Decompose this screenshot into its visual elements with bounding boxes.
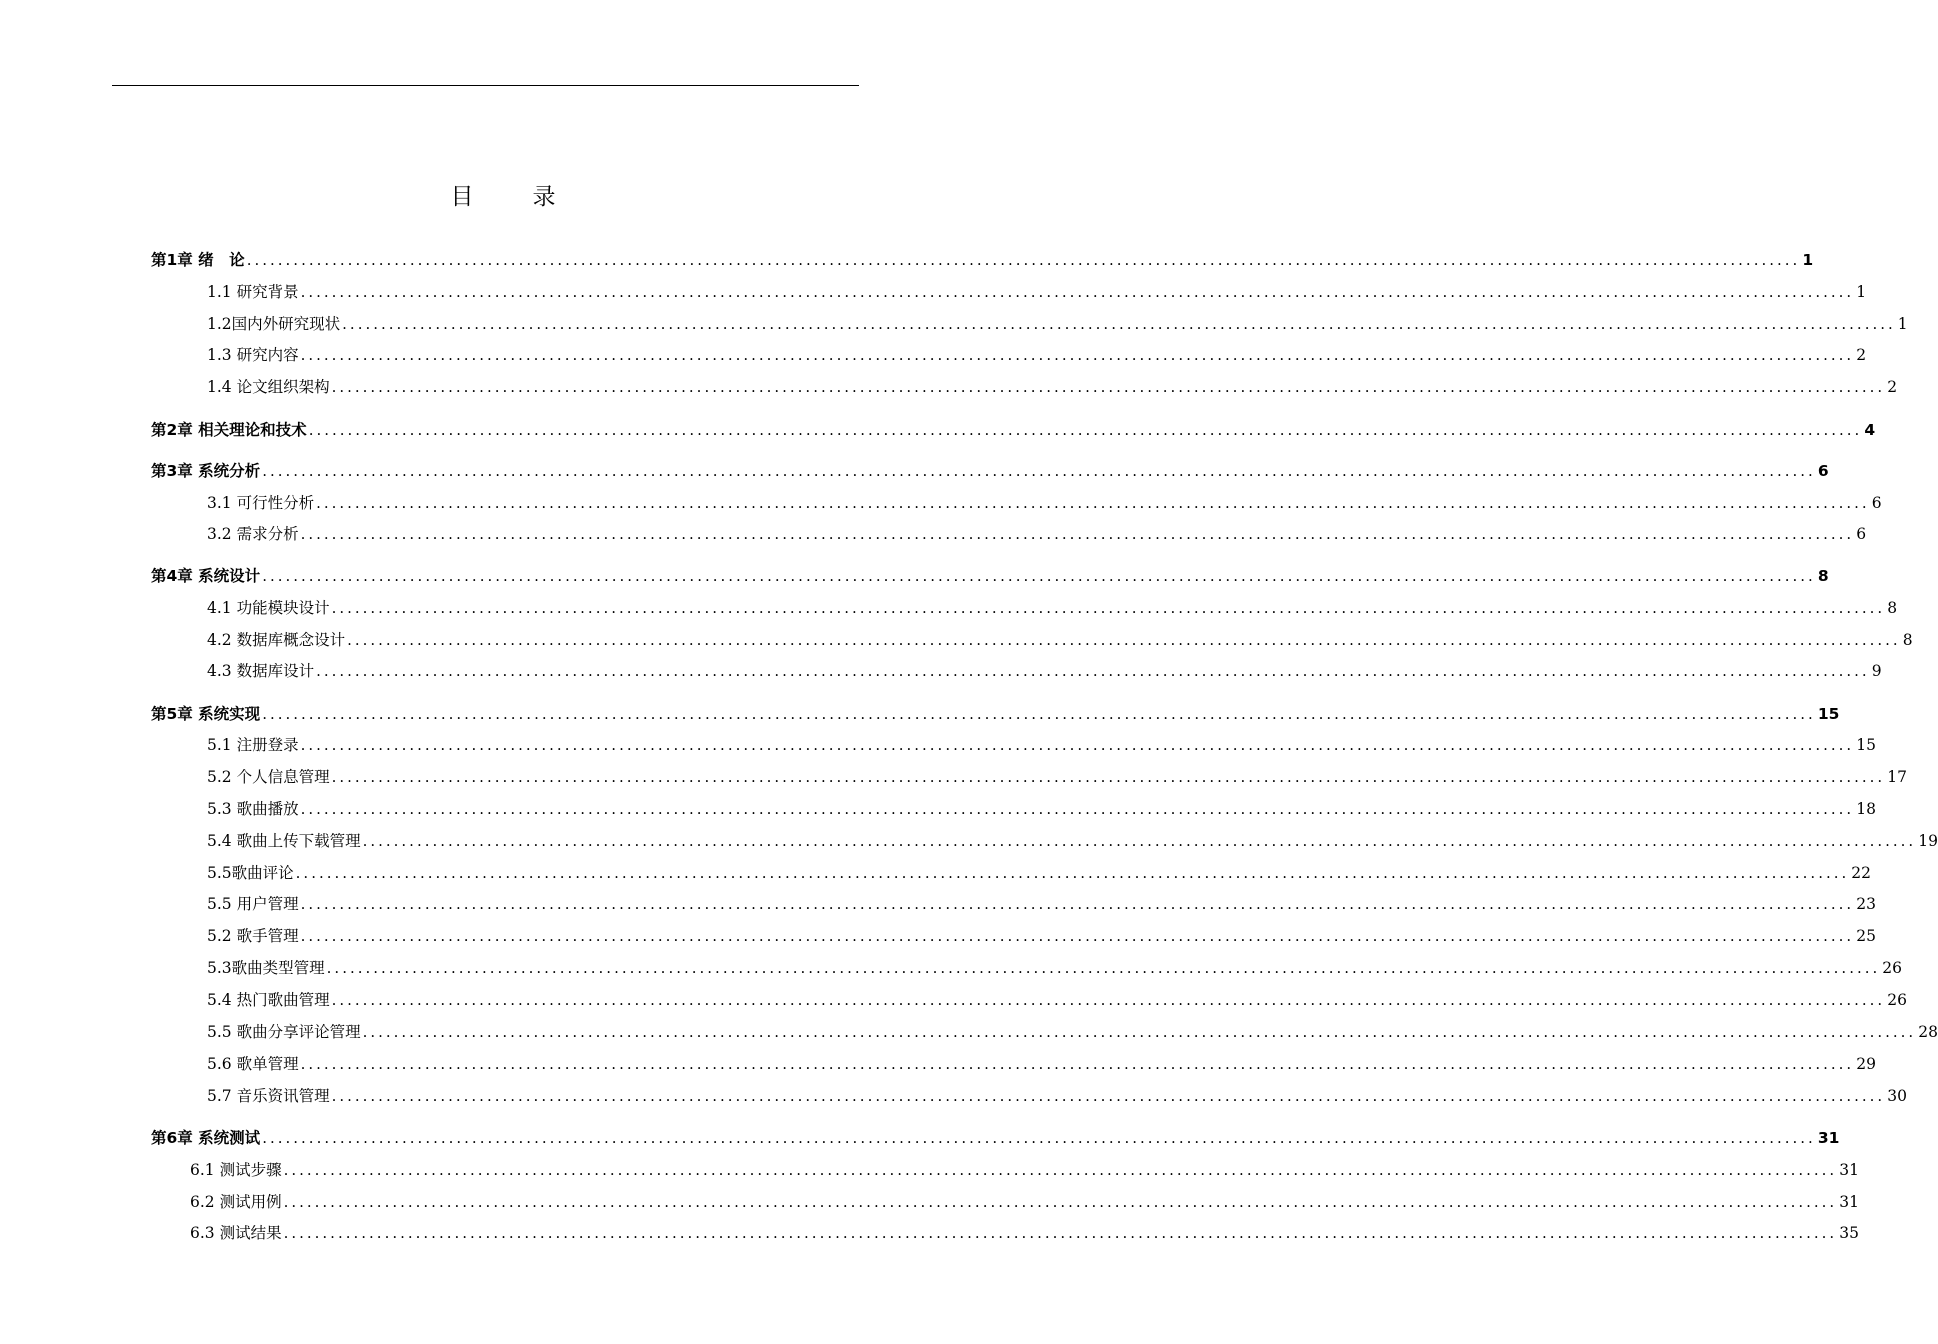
toc-section-entry[interactable] (207, 375, 1898, 399)
dot-leader: ........................................................................................................................................................................................................ (326, 959, 1881, 977)
toc-section-entry[interactable] (190, 1221, 1859, 1245)
toc-section-entry[interactable] (207, 765, 1907, 789)
dot-leader: ........................................................................................................................................................................................................ (331, 378, 1886, 396)
dot-leader: ........................................................................................................................................................................................................ (300, 800, 1855, 818)
toc-entry-label: 1.2国内外研究现状 (207, 315, 341, 333)
dot-leader: ........................................................................................................................................................................................................ (347, 631, 1901, 649)
toc-entry-label: 3.1 可行性分析 (207, 494, 315, 512)
dot-leader: ........................................................................................................................................................................................................ (331, 991, 1886, 1009)
toc-section-entry[interactable] (207, 491, 1882, 515)
dot-leader: ........................................................................................................................................................................................................ (300, 346, 1855, 364)
toc-section-entry[interactable] (207, 956, 1903, 980)
toc-section-entry[interactable] (207, 522, 1867, 546)
toc-section-entry[interactable] (207, 1084, 1907, 1108)
toc-entry-page-number: 6 (1871, 494, 1882, 512)
toc-chapter-entry[interactable] (151, 418, 1876, 442)
toc-title: 目 录 (450, 184, 574, 210)
dot-leader: ........................................................................................................................................................................................................ (316, 662, 1870, 680)
dot-leader: ........................................................................................................................................................................................................ (300, 525, 1855, 543)
dot-leader: ........................................................................................................................................................................................................ (316, 494, 1870, 512)
toc-section-entry[interactable] (207, 343, 1867, 367)
dot-leader: ........................................................................................................................................................................................................ (262, 462, 1816, 480)
toc-entry-page-number: 1 (1802, 251, 1814, 269)
dot-leader: ........................................................................................................................................................................................................ (362, 1023, 1917, 1041)
toc-entry-label: 第1章 绪 论 (151, 251, 245, 269)
toc-entry-page-number: 1 (1897, 315, 1908, 333)
toc-entry-label: 4.1 功能模块设计 (207, 599, 330, 617)
toc-entry-label: 4.3 数据库设计 (207, 662, 315, 680)
toc-entry-page-number: 6 (1817, 462, 1829, 480)
toc-entry-page-number: 4 (1864, 421, 1876, 439)
toc-entry-label: 1.3 研究内容 (207, 346, 299, 364)
toc-chapter-entry[interactable] (151, 459, 1829, 483)
toc-entry-page-number: 8 (1817, 567, 1829, 585)
toc-entry-page-number: 30 (1887, 1087, 1907, 1105)
toc-section-entry[interactable] (207, 861, 1872, 885)
dot-leader: ........................................................................................................................................................................................................ (300, 1055, 1855, 1073)
toc-entry-label: 3.2 需求分析 (207, 525, 299, 543)
toc-entry-page-number: 19 (1918, 832, 1938, 850)
dot-leader: ........................................................................................................................................................................................................ (262, 567, 1816, 585)
toc-entry-label: 第4章 系统设计 (151, 567, 261, 585)
toc-entry-label: 5.4 歌曲上传下载管理 (207, 832, 361, 850)
toc-section-entry[interactable] (207, 1020, 1938, 1044)
toc-entry-page-number: 6 (1856, 525, 1867, 543)
dot-leader: ........................................................................................................................................................................................................ (331, 599, 1886, 617)
toc-entry-label: 6.1 测试步骤 (190, 1161, 282, 1179)
toc-entry-page-number: 8 (1902, 631, 1913, 649)
toc-entry-page-number: 2 (1856, 346, 1867, 364)
toc-entry-page-number: 29 (1856, 1055, 1876, 1073)
toc-entry-label: 第2章 相关理论和技术 (151, 421, 307, 439)
toc-entry-label: 第5章 系统实现 (151, 705, 261, 723)
toc-entry-label: 5.1 注册登录 (207, 736, 299, 754)
dot-leader: ........................................................................................................................................................................................................ (295, 864, 1850, 882)
toc-entry-page-number: 15 (1817, 705, 1840, 723)
dot-leader: ........................................................................................................................................................................................................ (342, 315, 1896, 333)
toc-section-entry[interactable] (190, 1190, 1859, 1214)
dot-leader: ........................................................................................................................................................................................................ (331, 768, 1886, 786)
dot-leader: ........................................................................................................................................................................................................ (300, 283, 1855, 301)
toc-entry-page-number: 31 (1839, 1193, 1859, 1211)
dot-leader: ........................................................................................................................................................................................................ (283, 1193, 1838, 1211)
dot-leader: ........................................................................................................................................................................................................ (300, 895, 1855, 913)
dot-leader: ........................................................................................................................................................................................................ (262, 705, 1816, 723)
toc-section-entry[interactable] (207, 829, 1938, 853)
toc-entry-page-number: 1 (1856, 283, 1867, 301)
toc-chapter-entry[interactable] (151, 1126, 1840, 1150)
toc-entry-label: 4.2 数据库概念设计 (207, 631, 346, 649)
dot-leader: ........................................................................................................................................................................................................ (308, 421, 1863, 439)
toc-entry-label: 5.4 热门歌曲管理 (207, 991, 330, 1009)
toc-chapter-entry[interactable] (151, 564, 1829, 588)
toc-entry-label: 5.2 个人信息管理 (207, 768, 330, 786)
dot-leader: ........................................................................................................................................................................................................ (300, 927, 1855, 945)
dot-leader: ........................................................................................................................................................................................................ (283, 1161, 1838, 1179)
toc-entry-page-number: 15 (1856, 736, 1876, 754)
toc-section-entry[interactable] (207, 797, 1876, 821)
toc-entry-label: 6.3 测试结果 (190, 1224, 282, 1242)
toc-entry-label: 5.5歌曲评论 (207, 864, 294, 882)
toc-section-entry[interactable] (207, 988, 1907, 1012)
dot-leader: ........................................................................................................................................................................................................ (283, 1224, 1838, 1242)
toc-section-entry[interactable] (207, 628, 1913, 652)
toc-entry-label: 5.3 歌曲播放 (207, 800, 299, 818)
toc-entry-page-number: 25 (1856, 927, 1876, 945)
toc-entry-label: 第6章 系统测试 (151, 1129, 261, 1147)
toc-entry-page-number: 31 (1817, 1129, 1840, 1147)
toc-section-entry[interactable] (207, 280, 1867, 304)
dot-leader: ........................................................................................................................................................................................................ (300, 736, 1855, 754)
toc-entry-label: 1.4 论文组织架构 (207, 378, 330, 396)
toc-entry-label: 第3章 系统分析 (151, 462, 261, 480)
toc-entry-page-number: 2 (1887, 378, 1898, 396)
dot-leader: ........................................................................................................................................................................................................ (331, 1087, 1886, 1105)
toc-entry-page-number: 23 (1856, 895, 1876, 913)
toc-section-entry[interactable] (207, 1052, 1876, 1076)
toc-entry-label: 6.2 测试用例 (190, 1193, 282, 1211)
toc-chapter-entry[interactable] (151, 702, 1840, 726)
toc-entry-page-number: 22 (1851, 864, 1872, 882)
toc-section-entry[interactable] (207, 924, 1876, 948)
dot-leader: ........................................................................................................................................................................................................ (362, 832, 1917, 850)
toc-section-entry[interactable] (207, 892, 1876, 916)
toc-entry-label: 5.3歌曲类型管理 (207, 959, 325, 977)
dot-leader: ........................................................................................................................................................................................................ (262, 1129, 1816, 1147)
toc-entry-page-number: 17 (1887, 768, 1907, 786)
toc-entry-page-number: 28 (1918, 1023, 1938, 1041)
toc-chapter-entry[interactable] (151, 248, 1814, 272)
toc-entry-label: 5.2 歌手管理 (207, 927, 299, 945)
toc-entry-label: 5.6 歌单管理 (207, 1055, 299, 1073)
toc-entry-page-number: 9 (1871, 662, 1882, 680)
dot-leader: ........................................................................................................................................................................................................ (246, 251, 1801, 269)
toc-entry-label: 5.5 用户管理 (207, 895, 299, 913)
toc-entry-page-number: 35 (1839, 1224, 1859, 1242)
toc-entry-page-number: 18 (1856, 800, 1876, 818)
toc-entry-page-number: 26 (1887, 991, 1907, 1009)
toc-entry-page-number: 31 (1839, 1161, 1859, 1179)
toc-section-entry[interactable] (207, 596, 1898, 620)
toc-section-entry[interactable] (207, 659, 1882, 683)
toc-entry-label: 5.7 音乐资讯管理 (207, 1087, 330, 1105)
toc-section-entry[interactable] (190, 1158, 1859, 1182)
toc-entry-label: 5.5 歌曲分享评论管理 (207, 1023, 361, 1041)
toc-section-entry[interactable] (207, 312, 1908, 336)
toc-section-entry[interactable] (207, 733, 1876, 757)
toc-entry-page-number: 26 (1882, 959, 1903, 977)
toc-entry-page-number: 8 (1887, 599, 1898, 617)
toc-entry-label: 1.1 研究背景 (207, 283, 299, 301)
